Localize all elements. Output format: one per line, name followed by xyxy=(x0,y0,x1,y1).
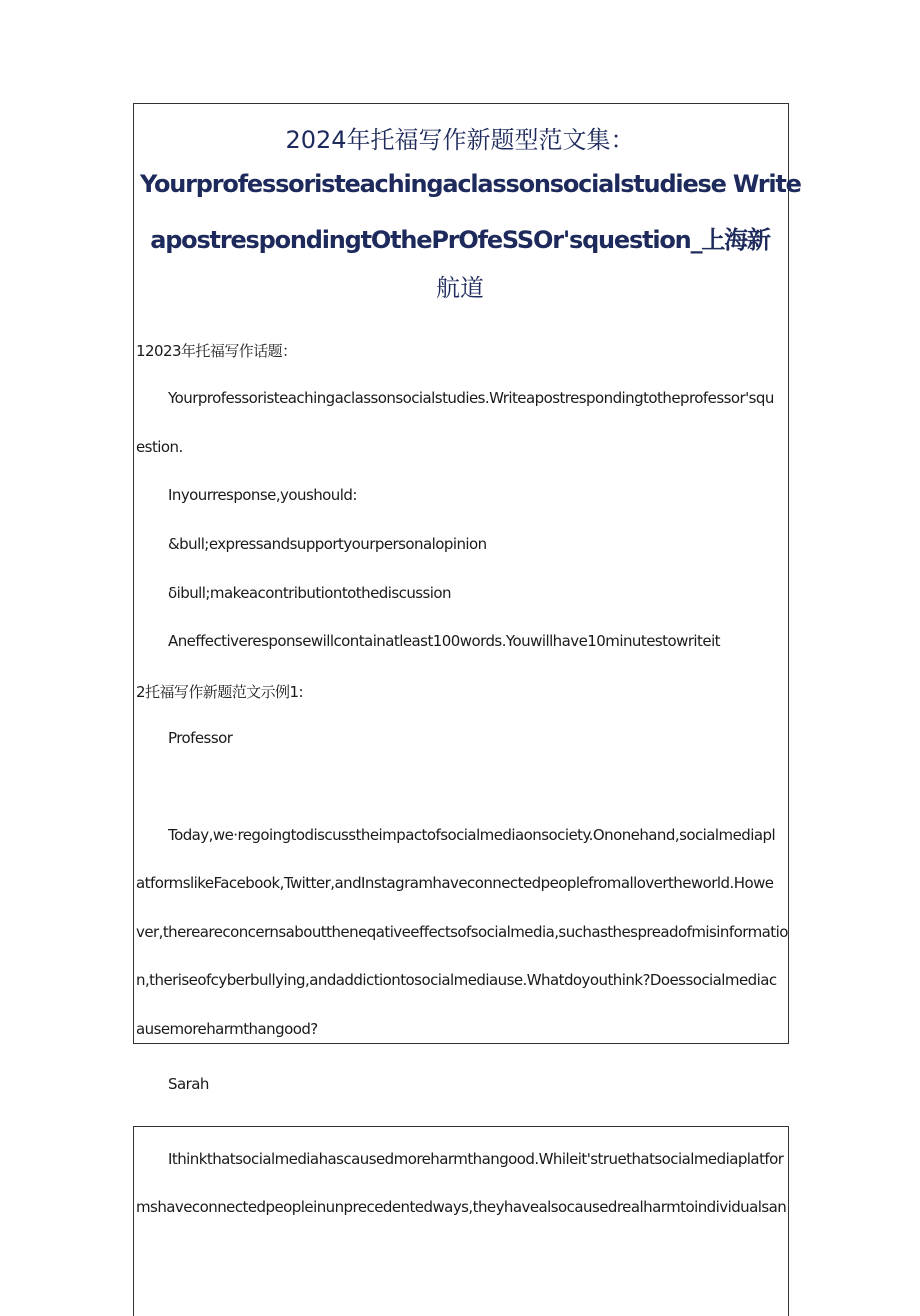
professor-label: Professor xyxy=(168,729,233,747)
professor-text-line-1: Today,we·regoingtodiscusstheimpactofsocialmediaonsociety.Ononehand,socialmediapl xyxy=(168,826,776,844)
prompt-line-1: Yourprofessoristeachingaclassonsocialstudies.Writeapostrespondingtotheprofessor'squ xyxy=(168,389,774,407)
section-2-heading: 2托福写作新题范文示例1: xyxy=(136,683,303,701)
bullet-item-2: δibull;makeacontributiontothediscussion xyxy=(168,584,452,602)
prompt-line-2: estion. xyxy=(136,438,183,456)
bullet-item-1: &bull;expressandsupportyourpersonalopinion xyxy=(168,535,487,553)
student-text-line-1: Ithinkthatsocialmediahascausedmoreharmthangood.Whileit'struethatsocialmediaplatfor xyxy=(168,1150,784,1168)
document-title-line-4: 航道 xyxy=(436,274,484,302)
student-text-line-2: mshaveconnectedpeopleinunprecedentedways,theyhavealsocausedrealharmtoindividualsan xyxy=(136,1198,787,1216)
requirement-text: Aneffectiveresponsewillcontainatleast100words.Youwillhave10minutestowriteit xyxy=(168,632,721,650)
instruction-text: Inyourresponse,youshould: xyxy=(168,486,357,504)
student-label: Sarah xyxy=(168,1075,209,1093)
document-title-line-2: Yourprofessoristeachingaclassonsocialstudiese Write xyxy=(140,170,801,198)
document-title-line-3: apostrespondingtOthePrOfeSSOr'squestion_上海新 xyxy=(150,226,770,254)
professor-text-line-3: ver,thereareconcernsabouttheneqativeeffectsofsocialmedia,suchasthespreadofmisinformatio xyxy=(136,923,788,941)
document-title-line-1: 2024年托福写作新题型范文集： xyxy=(285,126,635,154)
professor-text-line-4: n,theriseofcyberbullying,andaddictiontosocialmediause.Whatdoyouthink?Doessocialmediac xyxy=(136,971,777,989)
professor-text-line-2: atformslikeFacebook,Twitter,andInstagramhaveconnectedpeoplefromallovertheworld.Howe xyxy=(136,874,774,892)
professor-text-line-5: ausemoreharmthangood? xyxy=(136,1020,318,1038)
section-1-heading: 12023年托福写作话题： xyxy=(136,342,297,360)
